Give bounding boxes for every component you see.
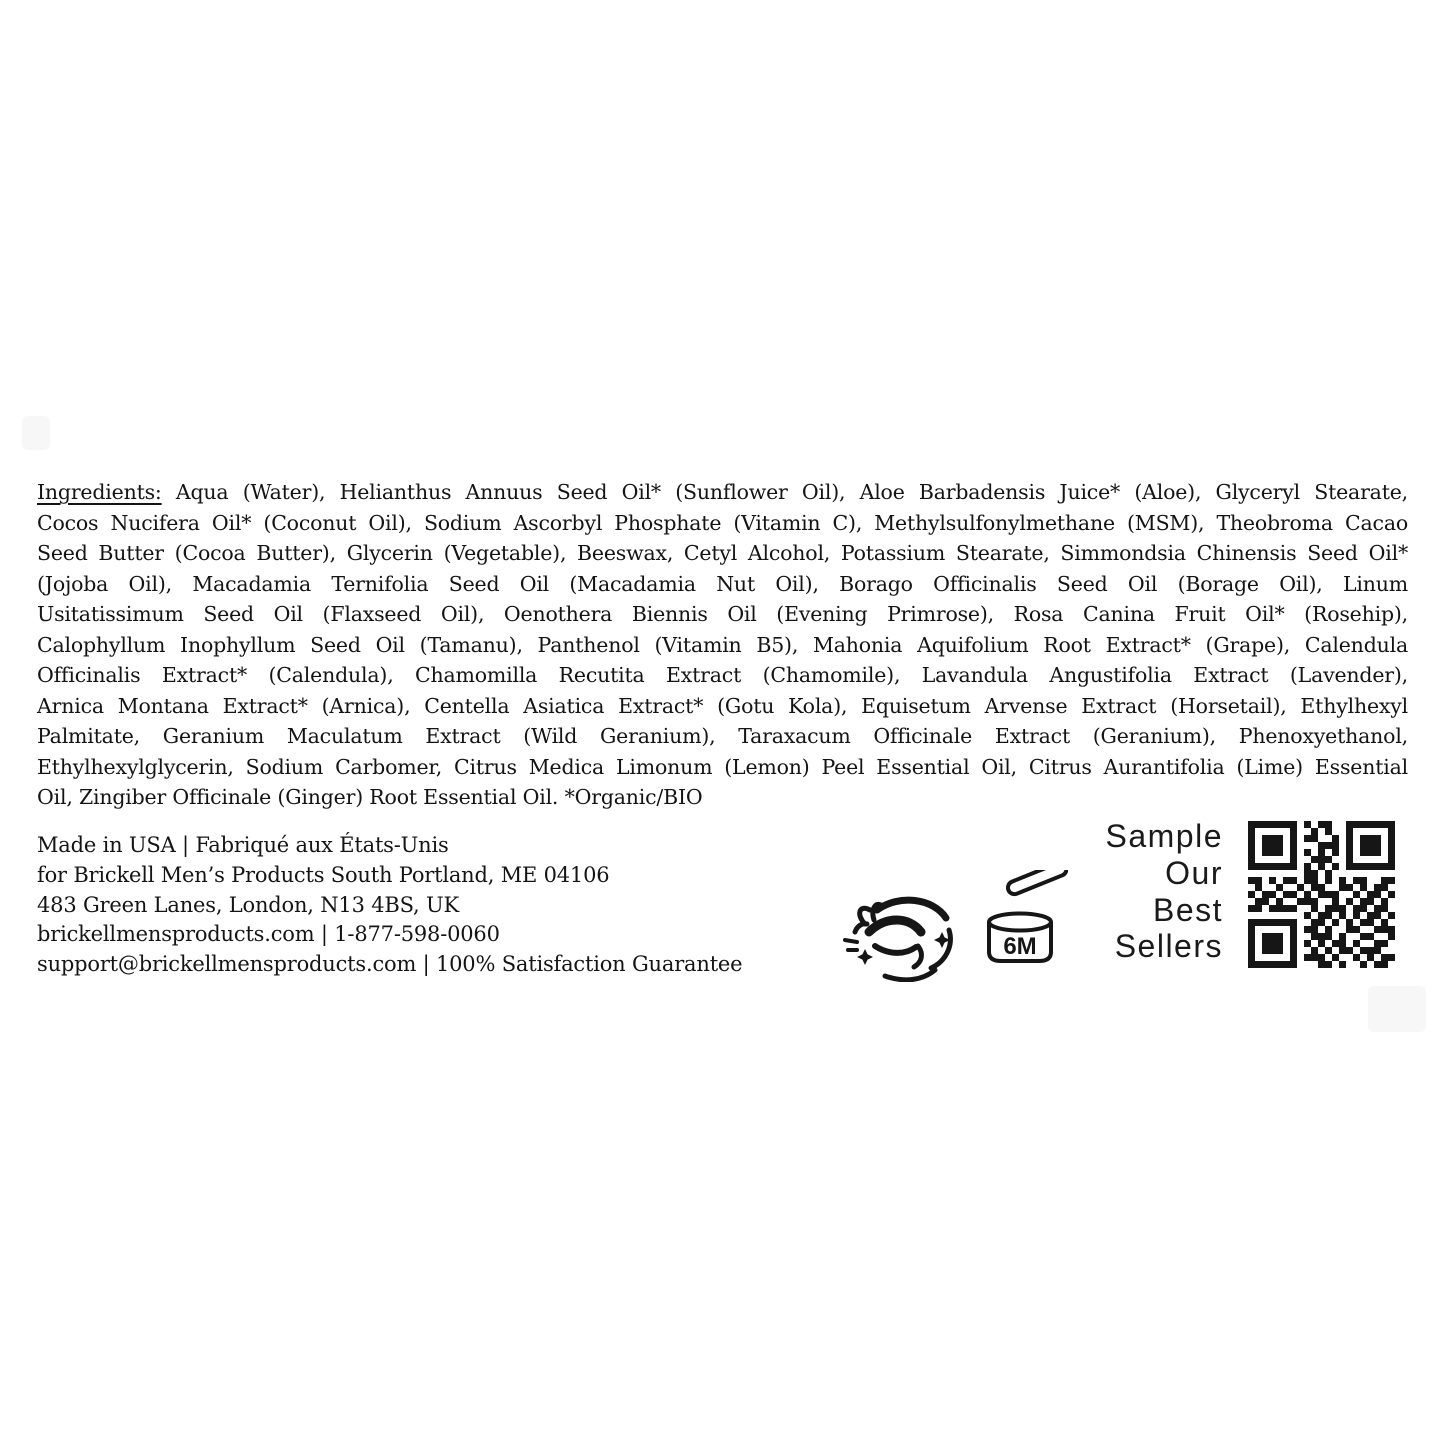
qr-code <box>1248 821 1395 968</box>
ingredients-line: Calophyllum Inophyllum Seed Oil (Tamanu), Panthenol (Vitamin B5), Mahonia Aquifolium Root Extract* (Grape), Calendula <box>37 632 1408 657</box>
promo-line: Our <box>1165 854 1223 891</box>
ingredients-line: Palmitate, Geranium Maculatum Extract (Wild Geranium), Taraxacum Officinale Extract (Geranium), Phenoxyethanol, <box>37 724 1408 748</box>
promo-line: Sellers <box>1114 928 1223 965</box>
made-in-line: Made in USA | Fabriqué aux États-Unis <box>37 833 449 857</box>
ingredients-line: Seed Butter (Cocoa Butter), Glycerin (Vegetable), Beeswax, Cetyl Alcohol, Potassium Stearate, Simmondsia Chinensis Seed Oil* <box>37 541 1408 565</box>
scan-smudge-top-left <box>22 416 50 450</box>
ingredients-line: Ethylhexylglycerin, Sodium Carbomer, Citrus Medica Limonum (Lemon) Peel Essential Oil, Citrus Aurantifolia (Lime) Essential <box>37 754 1408 779</box>
ingredients-line: Usitatissimum Seed Oil (Flaxseed Oil), Oenothera Biennis Oil (Evening Primrose), Rosa Canina Fruit Oil* (Rosehip), <box>37 602 1408 626</box>
promo-text <box>993 818 1223 965</box>
ingredients-line: Cocos Nucifera Oil* (Coconut Oil), Sodium Ascorbyl Phosphate (Vitamin C), Methylsulfonylmethane (MSM), Theobroma Cacao <box>37 510 1408 535</box>
ingredients-line: Officinalis Extract* (Calendula), Chamomilla Recutita Extract (Chamomile), Lavandula Angustifolia Extract (Lavender), <box>37 663 1408 687</box>
support-email-line: support@brickellmensproducts.com | 100% Satisfaction Guarantee <box>37 952 743 977</box>
pao-duration-label: 6M <box>1003 933 1037 960</box>
ingredients-heading: Ingredients: <box>37 480 162 504</box>
ingredients-paragraph <box>37 477 1408 813</box>
company-line: for Brickell Men’s Products South Portland, ME 04106 <box>37 862 610 887</box>
ingredients-line <box>37 477 1408 508</box>
uk-address-line: 483 Green Lanes, London, N13 4BS, UK <box>37 892 459 917</box>
leaping-bunny-icon <box>843 890 963 982</box>
ingredients-line-text: Aqua (Water), Helianthus Annuus Seed Oil* (Sunflower Oil), Aloe Barbadensis Juice* (Aloe), Glyceryl Stearate, <box>175 480 1408 504</box>
website-phone-line: brickellmensproducts.com | 1-877-598-0060 <box>37 922 500 947</box>
ingredients-line: Oil, Zingiber Officinale (Ginger) Root Essential Oil. *Organic/BIO <box>37 785 703 809</box>
promo-line: Sample <box>1105 818 1223 854</box>
address-block <box>37 831 857 980</box>
ingredients-line: (Jojoba Oil), Macadamia Ternifolia Seed Oil (Macadamia Nut Oil), Borago Officinalis Seed Oil (Borage Oil), Linum <box>37 571 1408 596</box>
ingredients-line: Arnica Montana Extract* (Arnica), Centella Asiatica Extract* (Gotu Kola), Equisetum Arvense Extract (Horsetail), Ethylhexyl <box>37 693 1408 718</box>
promo-line: Best <box>1152 891 1223 928</box>
scan-smudge-bottom-right <box>1368 986 1426 1032</box>
